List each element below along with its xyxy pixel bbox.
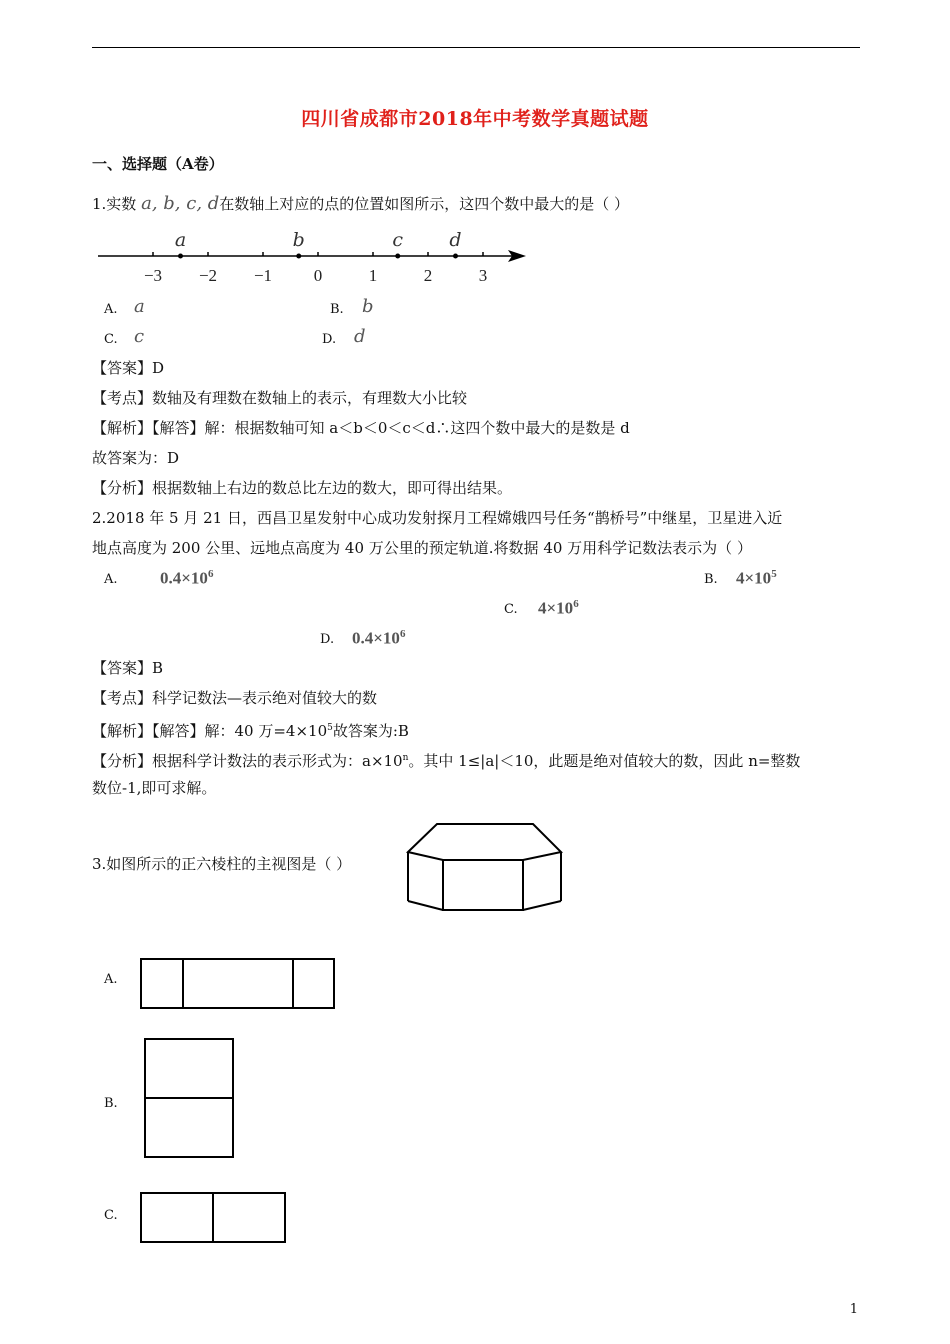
header-rule <box>92 47 860 48</box>
number-line-tick-label: 2 <box>423 266 433 285</box>
q2-analysis <box>92 718 409 741</box>
q2-option-b-exp: 5 <box>771 568 777 580</box>
q1-suffix: 在数轴上对应的点的位置如图所示，这四个数中最大的是（ ） <box>219 195 630 213</box>
section-heading: 一、选择题（A卷） <box>92 155 224 173</box>
q2-remark-post: 。其中 1≤|a|＜10，此题是绝对值较大的数，因此 n=整数 <box>408 752 801 770</box>
q3-option-c-label: C. <box>104 1208 118 1223</box>
number-line-tick-label: 1 <box>368 266 378 285</box>
q1-option-a-value[interactable]: a <box>134 296 145 317</box>
q2-option-d-exp: 6 <box>399 628 406 640</box>
q1-vars: a, b, c, d <box>141 193 220 214</box>
q1-prefix: 1.实数 <box>92 195 137 213</box>
q3-option-b-figure[interactable] <box>144 1038 236 1160</box>
number-line-point-d <box>453 254 458 259</box>
number-line-tick-label: −3 <box>143 266 163 285</box>
q2-option-a-exp: 6 <box>207 568 214 580</box>
page-title: 四川省成都市2018年中考数学真题试题 <box>301 108 649 130</box>
number-line-point-label-b: b <box>292 229 305 251</box>
number-line-tick-label: −2 <box>198 266 218 285</box>
q2-answer: 【答案】B <box>92 659 164 677</box>
hexagonal-prism-figure <box>405 822 565 914</box>
q2-option-b-value[interactable] <box>736 568 777 589</box>
q3-option-b-label: B. <box>104 1096 118 1111</box>
q1-stem <box>92 194 629 214</box>
q1-analysis: 【解析】【解答】解：根据数轴可知 a＜b＜0＜c＜d∴这四个数中最大的是数是 d <box>92 419 630 437</box>
q2-remark <box>92 748 800 771</box>
q2-option-d-base: 0.4×10 <box>352 628 400 648</box>
q3-option-c-figure[interactable] <box>140 1192 288 1244</box>
number-line-point-c <box>395 254 400 259</box>
option-a-outline <box>141 959 334 1008</box>
q3-option-a-figure[interactable] <box>140 958 336 1010</box>
number-line-point-b <box>296 254 301 259</box>
prism-top-face <box>408 824 561 860</box>
q2-stem-line2: 地点高度为 200 公里、远地点高度为 40 万公里的预定轨道.将数据 40 万用科学记数法表示为（ ） <box>92 539 752 557</box>
q2-option-b-label: B. <box>704 572 718 587</box>
page-number: 1 <box>849 1302 858 1317</box>
prism-front-face <box>443 860 523 910</box>
q2-option-c-label: C. <box>504 602 518 617</box>
q1-conclusion: 故答案为：D <box>92 449 180 467</box>
q3-option-a-label: A. <box>104 972 118 987</box>
number-line-point-label-c: c <box>392 229 404 251</box>
q1-option-d-label: D. <box>322 332 337 347</box>
q3-stem: 3.如图所示的正六棱柱的主视图是（ ） <box>92 855 352 873</box>
q2-option-a-base: 0.4×10 <box>160 568 208 588</box>
q1-option-b-value[interactable]: b <box>362 296 374 317</box>
q2-point: 【考点】科学记数法—表示绝对值较大的数 <box>92 689 378 707</box>
number-line-point-a <box>178 254 183 259</box>
q1-option-c-value[interactable]: c <box>134 326 145 347</box>
q2-remark-exp: n <box>402 753 409 763</box>
q2-remark-line2: 数位-1,即可求解。 <box>92 779 217 797</box>
q2-option-c-base: 4×10 <box>538 598 574 618</box>
q1-option-b-label: B. <box>330 302 344 317</box>
prism-bottom-right-edge <box>523 901 561 910</box>
q1-option-a-label: A. <box>104 302 118 317</box>
prism-bottom-left-edge <box>408 901 443 910</box>
number-line-tick-label: 3 <box>478 266 488 285</box>
q2-analysis-post: 故答案为:B <box>332 722 409 740</box>
q1-option-c-label: C. <box>104 332 118 347</box>
q1-point: 【考点】数轴及有理数在数轴上的表示，有理数大小比较 <box>92 389 468 407</box>
number-line-figure <box>96 226 536 288</box>
q1-answer: 【答案】D <box>92 359 165 377</box>
q2-remark-pre: 【分析】根据科学计数法的表示形式为：a×10 <box>92 752 403 770</box>
q2-option-a-label: A. <box>104 572 118 587</box>
q2-option-c-exp: 6 <box>573 598 579 610</box>
q1-option-d-value[interactable]: d <box>354 326 366 347</box>
q2-option-b-base: 4×10 <box>736 568 772 588</box>
q2-analysis-pre: 【解析】【解答】解：40 万=4×10 <box>92 722 328 740</box>
number-line-point-label-d: d <box>449 229 462 251</box>
number-line-point-label-a: a <box>174 229 187 251</box>
q2-analysis-exp: 5 <box>327 723 333 733</box>
q2-stem-line1: 2.2018 年 5 月 21 日，西昌卫星发射中心成功发射探月工程嫦娥四号任务“鹊桥号”中继星，卫星进入近 <box>92 509 783 527</box>
number-line-tick-label: −1 <box>253 266 273 285</box>
q2-option-c-value[interactable] <box>538 598 579 619</box>
q2-option-d-value[interactable] <box>352 628 405 649</box>
q1-remark: 【分析】根据数轴上右边的数总比左边的数大，即可得出结果。 <box>92 479 513 497</box>
q2-option-a-value[interactable] <box>160 568 213 589</box>
number-line-tick-label: 0 <box>313 266 323 285</box>
q2-option-d-label: D. <box>320 632 335 647</box>
